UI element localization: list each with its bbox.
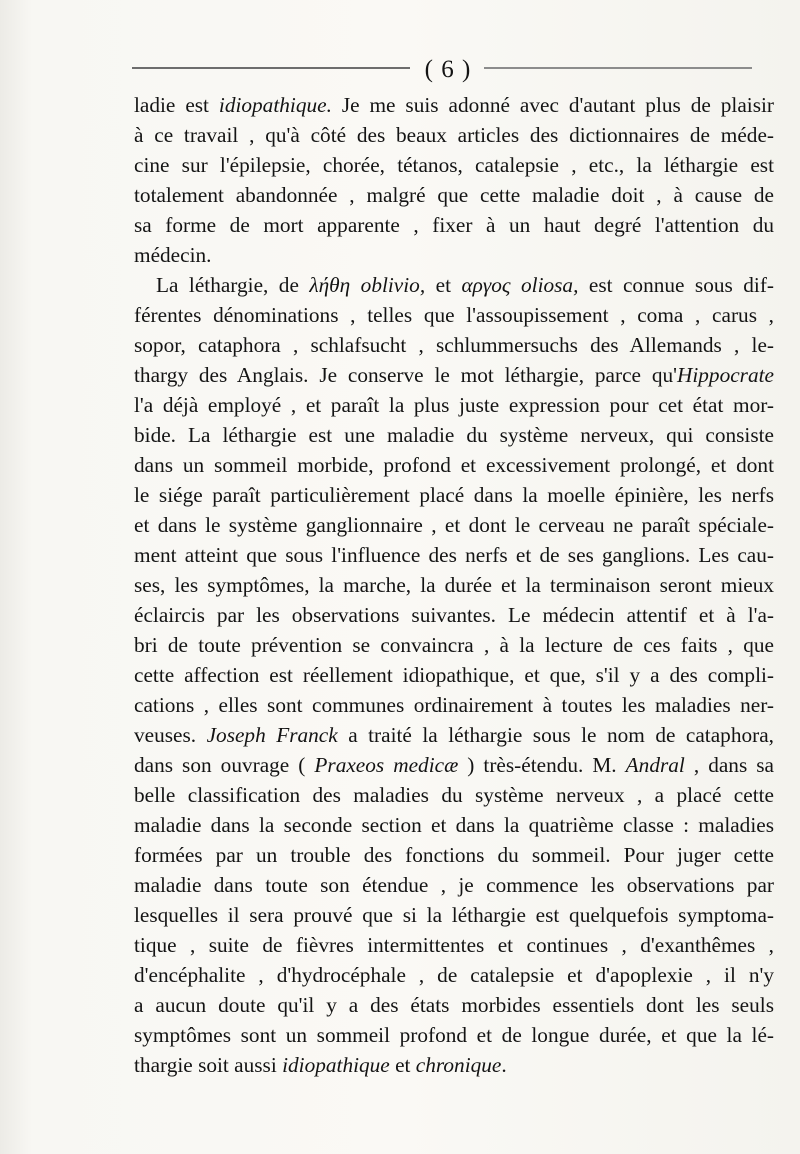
- text-line: maladie dans toute son étendue , je commence les observations par: [134, 873, 774, 897]
- text-line: thargie soit aussi idiopathique et chronique.: [134, 1053, 507, 1077]
- text-line: ladie est idiopathique. Je me suis adonné avec d'autant plus de plaisir: [134, 93, 774, 117]
- text-line: cette affection est réellement idiopathique, et que, s'il y a des compli-: [134, 663, 774, 687]
- text-line: d'encéphalite , d'hydrocéphale , de catalepsie et d'apoplexie , il n'y: [134, 963, 774, 987]
- text-line: l'a déjà employé , et paraît la plus juste expression pour cet état mor-: [134, 393, 774, 417]
- text-line: dans un sommeil morbide, profond et excessivement prolongé, et dont: [134, 453, 774, 477]
- text-line: dans son ouvrage ( Praxeos medicæ ) très-étendu. M. Andral , dans sa: [134, 753, 774, 777]
- text-line: ment atteint que sous l'influence des nerfs et de ses ganglions. Les cau-: [134, 543, 774, 567]
- text-line: cations , elles sont communes ordinairement à toutes les maladies ner-: [134, 693, 774, 717]
- text-line: médecin.: [134, 243, 212, 267]
- text-line: veuses. Joseph Franck a traité la léthargie sous le nom de cataphora,: [134, 723, 774, 747]
- text-line: le siége paraît particulièrement placé dans la moelle épinière, les nerfs: [134, 483, 774, 507]
- page-header: [132, 58, 752, 88]
- text-line: bri de toute prévention se convaincra , à la lecture de ces faits , que: [134, 633, 774, 657]
- text-line: sa forme de mort apparente , fixer à un haut degré l'attention du: [134, 213, 774, 237]
- text-line: à ce travail , qu'à côté des beaux articles des dictionnaires de méde-: [134, 123, 774, 147]
- text-line: formées par un trouble des fonctions du sommeil. Pour juger cette: [134, 843, 774, 867]
- text-line: symptômes sont un sommeil profond et de longue durée, et que la lé-: [134, 1023, 774, 1047]
- header-rule-left: [132, 67, 410, 69]
- text-line: maladie dans la seconde section et dans la quatrième classe : maladies: [134, 813, 774, 837]
- text-line: thargy des Anglais. Je conserve le mot léthargie, parce qu'Hippocrate: [134, 363, 774, 387]
- text-line: totalement abandonnée , malgré que cette maladie doit , à cause de: [134, 183, 774, 207]
- body-text: [134, 90, 774, 1080]
- page-number: ( 6 ): [424, 56, 472, 83]
- text-line: La léthargie, de λήθη oblivio, et αργος oliosa, est connue sous dif-: [156, 273, 775, 297]
- text-line: belle classification des maladies du système nerveux , a placé cette: [134, 783, 774, 807]
- text-line: férentes dénominations , telles que l'assoupissement , coma , carus ,: [134, 303, 774, 327]
- text-line: lesquelles il sera prouvé que si la léthargie est quelquefois symptoma-: [134, 903, 774, 927]
- text-line: tique , suite de fièvres intermittentes et continues , d'exanthêmes ,: [134, 933, 774, 957]
- text-line: sopor, cataphora , schlafsucht , schlummersuchs des Allemands , le-: [134, 333, 774, 357]
- header-rule-right: [484, 67, 752, 69]
- text-line: ses, les symptômes, la marche, la durée et la terminaison seront mieux: [134, 573, 774, 597]
- text-line: cine sur l'épilepsie, chorée, tétanos, catalepsie , etc., la léthargie est: [134, 153, 774, 177]
- text-line: a aucun doute qu'il y a des états morbides essentiels dont les seuls: [134, 993, 774, 1017]
- text-line: bide. La léthargie est une maladie du système nerveux, qui consiste: [134, 423, 774, 447]
- text-line: et dans le système ganglionnaire , et dont le cerveau ne paraît spéciale-: [134, 513, 774, 537]
- text-line: éclaircis par les observations suivantes. Le médecin attentif et à l'a-: [134, 603, 774, 627]
